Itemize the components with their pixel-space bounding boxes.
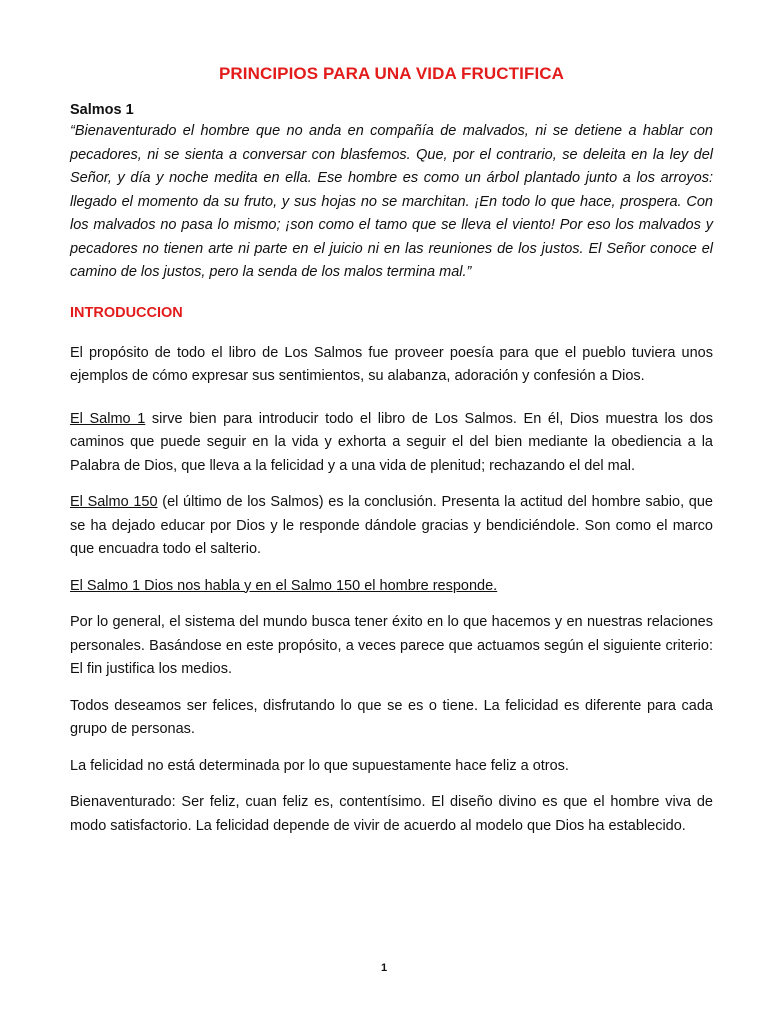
salmo-150-reference: El Salmo 150 — [70, 494, 158, 510]
paragraph-bienaventurado: Bienaventurado: Ser feliz, cuan feliz es, contentísimo. El diseño divino es que el hombre viva de modo satisfactorio. La felicidad depende de vivir de acuerdo al modelo que Dios ha establecido. — [70, 794, 713, 834]
page-content — [70, 60, 713, 851]
psalm-quote: “Bienaventurado el hombre que no anda en compañía de malvados, ni se detiene a hablar con pecadores, ni se sienta a conversar con blasfemos. Que, por el contrario, se deleita en la ley del Señor, y día y noche medita en ella. Ese hombre es como un árbol plantado junto a los arroyos: llegado el momento da su fruto, y sus hojas no se marchitan. ¡En todo lo que hace, prospera. Con los malvados no pasa lo mismo; ¡son como el tamo que se lleva el viento! Por eso los malvados y pecadores no tienen arte ni parte en el juicio ni en las reuniones de los justos. El Señor conoce el camino de los justos, pero la senda de los malos termina mal.” — [70, 123, 713, 280]
paragraph-salmo-1-text: sirve bien para introducir todo el libro de Los Salmos. En él, Dios muestra los dos caminos que puede seguir en la vida y exhorta a seguir el del bien mediante la obediencia a la Palabra de Dios, que lleva a la felicidad y a una vida de plenitud; rechazando el del mal. — [70, 410, 713, 474]
paragraph-salmo-150-text: (el último de los Salmos) es la conclusión. Presenta la actitud del hombre sabio, que se ha dejado educar por Dios y le responde dándole gracias y bendiciéndole. Son como el marco que encuadra todo el salterio. — [70, 494, 713, 557]
paragraph-felicidad: Todos deseamos ser felices, disfrutando lo que se es o tiene. La felicidad es diferente para cada grupo de personas. — [70, 697, 713, 737]
paragraph-sistema-mundo: Por lo general, el sistema del mundo busca tener éxito en lo que hacemos y en nuestras relaciones personales. Basándose en este propósito, a veces parece que actuamos según el siguiente criterio: El fin justifica los medios. — [70, 614, 713, 677]
paragraph-purpose: El propósito de todo el libro de Los Salmos fue proveer poesía para que el pueblo tuviera unos ejemplos de cómo expresar sus sentimientos, su alabanza, adoración y confesión a Dios. — [70, 344, 713, 384]
paragraph-salmo-1 — [70, 408, 713, 479]
paragraph-dios-habla: El Salmo 1 Dios nos habla y en el Salmo 150 el hombre responde. — [70, 577, 498, 594]
psalm-reference: Salmos 1 — [70, 102, 134, 118]
paragraph-salmo-150 — [70, 491, 713, 562]
salmo-1-reference: El Salmo 1 — [70, 410, 146, 427]
paragraph-felicidad-otros: La felicidad no está determinada por lo que supuestamente hace feliz a otros. — [70, 757, 569, 774]
page-number: 1 — [380, 962, 388, 974]
section-heading-introduccion: INTRODUCCION — [70, 304, 183, 321]
document-title: PRINCIPIOS PARA UNA VIDA FRUCTIFICA — [218, 64, 565, 83]
